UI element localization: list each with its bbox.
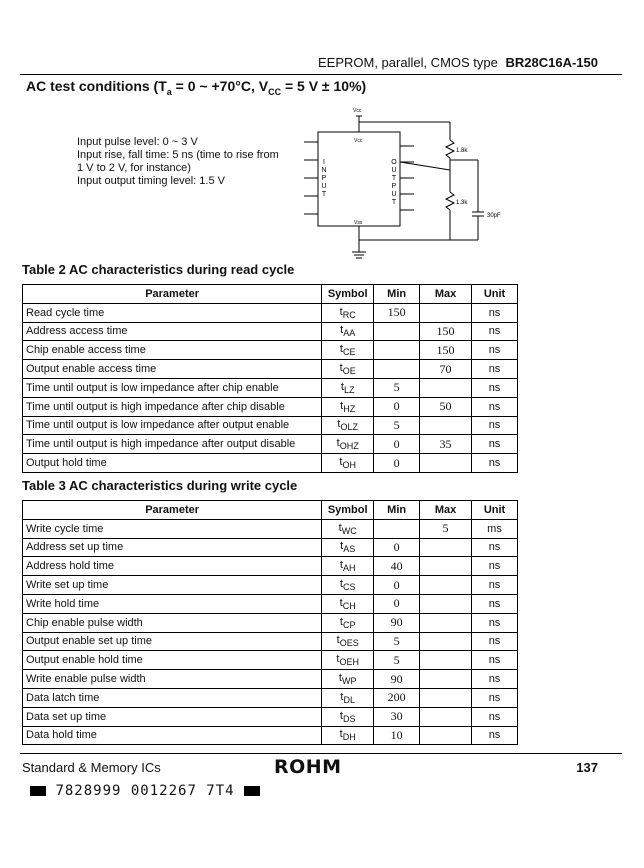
max-cell [420, 651, 472, 670]
unit-cell: ns [472, 651, 518, 670]
max-cell [420, 576, 472, 595]
symbol-cell: $t_{WP}$ [322, 670, 374, 689]
symbol-cell: $t_{OH}$ [322, 454, 374, 473]
min-cell: 0 [374, 397, 420, 416]
table-row [23, 651, 518, 670]
table-row [23, 594, 518, 613]
symbol-cell: $t_{CE}$ [322, 341, 374, 360]
max-cell [420, 378, 472, 397]
svg-text:P: P [321, 175, 327, 182]
max-cell: 150 [420, 341, 472, 360]
min-cell: 0 [374, 576, 420, 595]
table-row [23, 378, 518, 397]
table-row [23, 341, 518, 360]
symbol-cell: $t_{DS}$ [322, 707, 374, 726]
table-row [23, 707, 518, 726]
col-parameter: Parameter [23, 501, 322, 520]
write-cycle-table [22, 500, 518, 745]
table-row [23, 557, 518, 576]
min-cell: 5 [374, 378, 420, 397]
min-cell: 200 [374, 688, 420, 707]
min-cell [374, 519, 420, 538]
vcc-top-label: Vcc [353, 108, 362, 114]
read-cycle-table [22, 284, 518, 473]
footer-rule [20, 753, 622, 754]
condition-line: Input pulse level: 0 ~ 3 V [77, 136, 198, 148]
parameter-cell: Time until output is high impedance after output disable [23, 435, 322, 454]
min-cell: 40 [374, 557, 420, 576]
unit-cell: ns [472, 594, 518, 613]
svg-text:U: U [321, 183, 327, 190]
col-unit: Unit [472, 285, 518, 304]
symbol-cell: $t_{OES}$ [322, 632, 374, 651]
unit-cell: ns [472, 538, 518, 557]
parameter-cell: Output enable set up time [23, 632, 322, 651]
table-row [23, 670, 518, 689]
parameter-cell: Output hold time [23, 454, 322, 473]
catalog-code: 7828999 0012267 7T4 [30, 783, 260, 799]
unit-cell: ns [472, 360, 518, 379]
max-cell: 150 [420, 322, 472, 341]
doc-type: EEPROM, parallel, CMOS type [317, 55, 498, 70]
svg-text:P: P [391, 183, 397, 190]
max-cell [420, 613, 472, 632]
table-row [23, 613, 518, 632]
parameter-cell: Address hold time [23, 557, 322, 576]
max-cell [420, 416, 472, 435]
max-cell [420, 707, 472, 726]
parameter-cell: Address set up time [23, 538, 322, 557]
parameter-cell: Time until output is low impedance after chip enable [23, 378, 322, 397]
page-number: 137 [576, 760, 598, 775]
unit-cell: ns [472, 303, 518, 322]
table-row [23, 538, 518, 557]
section-name: Standard & Memory ICs [22, 760, 161, 775]
symbol-cell: $t_{OHZ}$ [322, 435, 374, 454]
parameter-cell: Write set up time [23, 576, 322, 595]
table-row [23, 454, 518, 473]
capacitor-label: 30pF [487, 213, 501, 219]
symbol-cell: $t_{CH}$ [322, 594, 374, 613]
vcc-chip-label: Vcc [354, 138, 363, 144]
svg-text:T: T [391, 199, 397, 206]
symbol-cell: $t_{DH}$ [322, 726, 374, 745]
min-cell: 0 [374, 594, 420, 613]
rohm-logo: ROHM [274, 756, 342, 778]
table-row [23, 519, 518, 538]
symbol-cell: $t_{AS}$ [322, 538, 374, 557]
min-cell: 0 [374, 435, 420, 454]
col-max: Max [420, 285, 472, 304]
min-cell: 0 [374, 538, 420, 557]
unit-cell: ns [472, 670, 518, 689]
input-label [321, 159, 326, 198]
svg-text:T: T [391, 175, 397, 182]
parameter-cell: Write hold time [23, 594, 322, 613]
svg-text:I: I [323, 159, 325, 166]
unit-cell: ns [472, 341, 518, 360]
output-label [391, 159, 397, 206]
max-cell [420, 726, 472, 745]
unit-cell: ns [472, 322, 518, 341]
symbol-cell: $t_{DL}$ [322, 688, 374, 707]
max-cell [420, 454, 472, 473]
min-cell: 150 [374, 303, 420, 322]
table-header-row [23, 501, 518, 520]
unit-cell: ns [472, 557, 518, 576]
symbol-cell: $t_{WC}$ [322, 519, 374, 538]
marker-block-icon [244, 786, 260, 796]
parameter-cell: Output enable access time [23, 360, 322, 379]
table-row [23, 726, 518, 745]
svg-text:N: N [321, 167, 327, 174]
parameter-cell: Chip enable access time [23, 341, 322, 360]
table-row [23, 303, 518, 322]
min-cell [374, 341, 420, 360]
header-rule [20, 74, 622, 75]
col-min: Min [374, 285, 420, 304]
min-cell: 30 [374, 707, 420, 726]
resistor-1-label: 1.8k [456, 148, 468, 154]
symbol-cell: $t_{CS}$ [322, 576, 374, 595]
table-row [23, 576, 518, 595]
table-row [23, 688, 518, 707]
symbol-cell: $t_{CP}$ [322, 613, 374, 632]
document-header [318, 55, 598, 70]
max-cell [420, 632, 472, 651]
col-symbol: Symbol [322, 285, 374, 304]
max-cell [420, 557, 472, 576]
min-cell: 0 [374, 454, 420, 473]
min-cell: 5 [374, 632, 420, 651]
parameter-cell: Chip enable pulse width [23, 613, 322, 632]
unit-cell: ns [472, 726, 518, 745]
col-unit: Unit [472, 501, 518, 520]
symbol-cell: $t_{AA}$ [322, 322, 374, 341]
min-cell: 90 [374, 670, 420, 689]
unit-cell: ns [472, 707, 518, 726]
parameter-cell: Time until output is high impedance after chip disable [23, 397, 322, 416]
condition-line: Input rise, fall time: 5 ns (time to rise from [77, 149, 279, 161]
max-cell [420, 670, 472, 689]
parameter-cell: Output enable hold time [23, 651, 322, 670]
min-cell [374, 322, 420, 341]
parameter-cell: Time until output is low impedance after output enable [23, 416, 322, 435]
table-row [23, 416, 518, 435]
marker-block-icon [30, 786, 46, 796]
unit-cell: ns [472, 613, 518, 632]
max-cell [420, 688, 472, 707]
max-cell: 70 [420, 360, 472, 379]
ac-test-title: AC test conditions ($T_a = 0$ ~ +70°C, $V_{CC} = 5$ V ± 10%) [26, 78, 367, 97]
parameter-cell: Data set up time [23, 707, 322, 726]
svg-text:T: T [321, 191, 327, 198]
table-row [23, 360, 518, 379]
table3-caption: Table 3 AC characteristics during write cycle [22, 478, 298, 493]
min-cell: 10 [374, 726, 420, 745]
min-cell: 5 [374, 416, 420, 435]
parameter-cell: Read cycle time [23, 303, 322, 322]
symbol-cell: $t_{OE}$ [322, 360, 374, 379]
unit-cell: ns [472, 378, 518, 397]
parameter-cell: Write cycle time [23, 519, 322, 538]
symbol-cell: $t_{HZ}$ [322, 397, 374, 416]
symbol-cell: $t_{RC}$ [322, 303, 374, 322]
test-conditions-list [77, 136, 307, 188]
table-row [23, 632, 518, 651]
unit-cell: ns [472, 576, 518, 595]
table-row [23, 397, 518, 416]
max-cell [420, 538, 472, 557]
symbol-cell: $t_{LZ}$ [322, 378, 374, 397]
svg-text:U: U [391, 167, 397, 174]
min-cell: 5 [374, 651, 420, 670]
col-min: Min [374, 501, 420, 520]
condition-line: Input output timing level: 1.5 V [77, 175, 225, 187]
max-cell: 35 [420, 435, 472, 454]
table-row [23, 435, 518, 454]
unit-cell: ms [472, 519, 518, 538]
symbol-cell: $t_{AH}$ [322, 557, 374, 576]
symbol-cell: $t_{OLZ}$ [322, 416, 374, 435]
svg-text:U: U [391, 191, 397, 198]
test-circuit-diagram [290, 102, 520, 260]
col-symbol: Symbol [322, 501, 374, 520]
unit-cell: ns [472, 397, 518, 416]
max-cell [420, 594, 472, 613]
min-cell: 90 [374, 613, 420, 632]
part-number: BR28C16A-150 [505, 55, 598, 70]
max-cell: 50 [420, 397, 472, 416]
unit-cell: ns [472, 435, 518, 454]
resistor-2-label: 1.3k [456, 200, 468, 206]
symbol-cell: $t_{OEH}$ [322, 651, 374, 670]
unit-cell: ns [472, 416, 518, 435]
col-max: Max [420, 501, 472, 520]
col-parameter: Parameter [23, 285, 322, 304]
table2-caption: Table 2 AC characteristics during read cycle [22, 262, 295, 277]
parameter-cell: Address access time [23, 322, 322, 341]
unit-cell: ns [472, 454, 518, 473]
min-cell [374, 360, 420, 379]
unit-cell: ns [472, 632, 518, 651]
max-cell [420, 303, 472, 322]
table-header-row [23, 285, 518, 304]
svg-text:O: O [391, 159, 397, 166]
vss-chip-label: Vss [354, 220, 363, 226]
parameter-cell: Data latch time [23, 688, 322, 707]
parameter-cell: Data hold time [23, 726, 322, 745]
max-cell: 5 [420, 519, 472, 538]
table-row [23, 322, 518, 341]
parameter-cell: Write enable pulse width [23, 670, 322, 689]
condition-line: 1 V to 2 V, for instance) [77, 162, 191, 174]
unit-cell: ns [472, 688, 518, 707]
